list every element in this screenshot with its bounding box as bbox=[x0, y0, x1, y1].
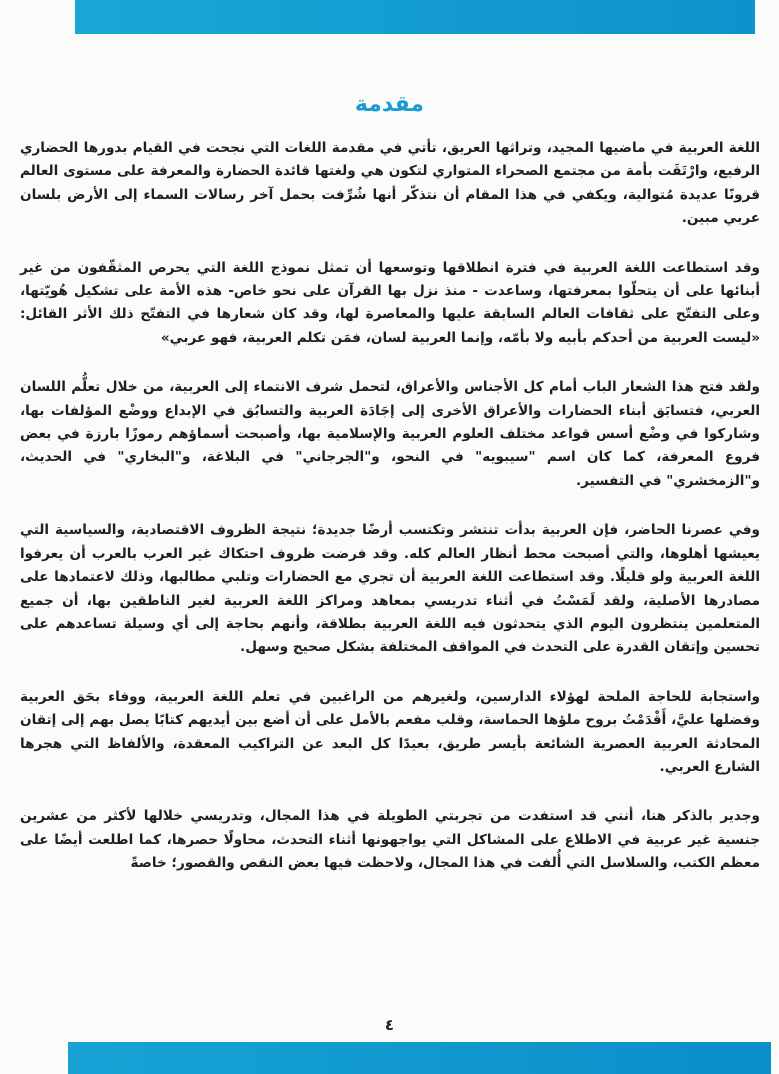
page-number: ٤ bbox=[384, 1016, 395, 1034]
top-decorative-bar bbox=[75, 0, 755, 34]
paragraph-4: وفي عصرنا الحاضر، فإن العربية بدأت تنتشر وتكتسب أرضًا جديدة؛ نتيجة الظروف الاقتصادية، والسياسية التي يعيشها أهلوها، والتي أصبحت محط أنظار العالم كله. وقد فرضت ظروف احتكاك غير العرب بالعرب أن يعرفوا اللغة العربية ولو قليلًا. وقد استطاعت اللغة العربية أن تجري مع الحضارات وتلبي مطالبها، وذلك لاعتمادها على مصادرها الأصلية، ولقد لَمَسْتُ في أثناء تدريسي بمعاهد ومراكز اللغة العربية لغير الناطقين بها، أن جميع المتعلمين ينتظرون اليوم الذي يتحدثون فيه اللغة العربية بطلاقة، وأنهم بحاجة إلى أي وسيلة تساعدهم على تحسين وإتقان القدرة على التحدث في المواقف المختلفة بشكل صحيح وسهل. bbox=[20, 522, 760, 656]
bottom-decorative-bar bbox=[68, 1042, 771, 1074]
paragraph-2: وقد استطاعت اللغة العربية في فترة انطلاقها وتوسعها أن تمثل نموذج اللغة التي يحرص المثقّفون من غير أبنائها على أن يتحلّوا بمعرفتها، وساعدت - منذ نزل بها القرآن على نحو خاص- هذه الأمة على تشكيل هُويّتها، وعلى التفتّح على ثقافات العالم السابقة عليها والمعاصرة لها، وقد كان شعارها في التفتّح ذلك الأثر القائل: «ليست العربية من أحدكم بأبيه ولا بأمّه، وإنما العربية لسان، فمَن تكلم العربية، فهو عربي» bbox=[20, 259, 760, 346]
paragraph-3: ولقد فتح هذا الشعار الباب أمام كل الأجناس والأعراق، لتحمل شرف الانتماء إلى العربية، من خلال تعلُّم اللسان العربي، فتسابَق أبناء الحضارات والأعراق الأخرى إلى إجَادَة العربية والتسابُق في الإبداع ووضْع المؤلفات بها، وشاركوا في وضْع أسس قواعد مختلف العلوم العربية والإسلامية بها، وأصبحت أسماؤهم رموزًا بارزة في بعض فروع المعرفة، كما كان اسم "سيبويه" في النحو، و"الجرجاني" في البلاغة، و"البخاري" في الحديث، و"الزمخشري" في التفسير. bbox=[20, 379, 760, 489]
paragraph-1: اللغة العربية في ماضيها المجيد، وتراثها العريق، تأتي في مقدمة اللغات التي نجحت في القيام بدورها الحضاري الرفيع، وارْتَقَت بأمة من مجتمع الصحراء المتواري لتكون هي ولغتها قائدة الحضارة والمعرفة على مستوى العالم قرونًا عديدة مُتوالية، ويكفي في هذا المقام أن نتذكّر أنها شُرِّفت بحمل آخر رسالات السماء إلى الأرض بلسان عربي مبين. bbox=[20, 140, 760, 227]
page-title: مقدمة bbox=[354, 92, 425, 117]
paragraph-5: واستجابة للحاجة الملحة لهؤلاء الدارسين، ولغيرهم من الراغبين في تعلم اللغة العربية، ووفاء بحَق العربية وفضلها عليَّ، أَقْدَمْتُ بروح ملؤها الحماسة، وقلب مفعم بالأمل على أن أضع بين أيديهم كتابًا يصل بهم إلى إتقان المحادثة العربية العصرية الشائعة بأيسر طريق، بعيدًا كل البعد عن التراكيب المعقدة، والألفاظ التي هجرها الشارع العربي. bbox=[20, 688, 760, 775]
paragraph-6: وجدير بالذكر هنا، أنني قد استفدت من تجربتي الطويلة في هذا المجال، وتدريسي خلالها لأكثر من عشرين جنسية غير عربية في الاطلاع على المشاكل التي يواجهونها أثناء التحدث، محاولًا حصرها، كما اطلعت أيضًا على معظم الكتب، والسلاسل التي أُلفت في هذا المجال، ولاحظت فيها بعض النقص والقصور؛ خاصةً bbox=[20, 808, 760, 872]
introduction-body bbox=[20, 137, 760, 902]
